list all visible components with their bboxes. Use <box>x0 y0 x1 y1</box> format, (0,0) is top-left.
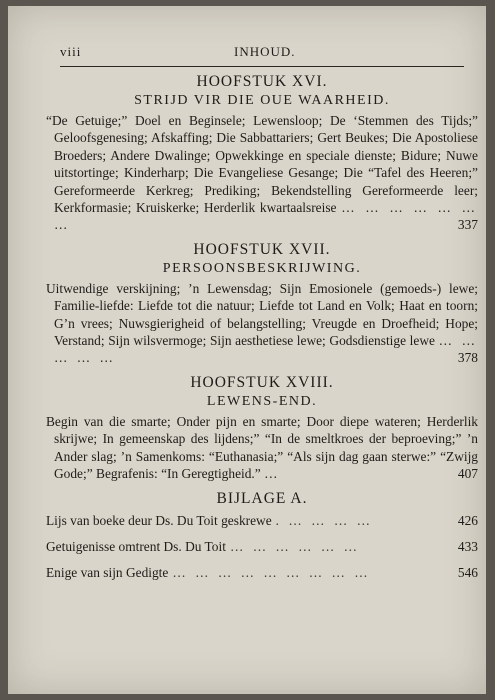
appendix-heading: BIJLAGE A. <box>216 489 308 507</box>
chapter-subtitle: STRIJD VIR DIE OUE WAARHEID. <box>134 93 390 108</box>
table-of-contents <box>46 72 478 586</box>
page-number: 407 <box>457 466 478 482</box>
running-head <box>60 44 464 62</box>
appendix-item <box>46 534 478 560</box>
running-title: INHOUD. <box>234 44 296 59</box>
chapter-xviii <box>46 373 478 483</box>
chapter-heading: HOOFSTUK XVII. <box>193 240 331 258</box>
book-page <box>8 6 486 694</box>
header-rule <box>60 66 464 67</box>
entries-text: Uitwendige verskijning; ’n Lewensdag; Sijn Emosionele (gemoeds-) lewe; Familie-liefde: Liefde tot die natuur; Liefde tot Land en Volk; Haat en toorn; G’n vrees; Nuwsgierigheid of belangstelling; Vreugde en Droefheid; Hope; Verstand; Sijn wilsvermoge; Sijn aesthetiese lewe; Godsdienstige lewe <box>46 280 478 349</box>
page-number: 546 <box>457 564 478 580</box>
entries-text: “De Getuige;” Doel en Beginsele; Lewensloop; De ‘Stemmen des Tijds;” Geloofsgenesing; Afskaffing; Die Sabbattariers; Gert Beukes; Die Apostoliese Broeders; Andere Dwalinge; Opwekkinge en speciale dienste; Bidure; Nuwe uitstortinge; Kinderharp; Die Evangeliese Gesange; Die “Tafel des Heeren;” Gereformeerde Kerkreg; Prediking; Bekendstelling Gereformeerde leer; Kerkformasie; Kruiskerke; Herderlik kwartaalsreise <box>46 113 478 216</box>
chapter-subtitle: LEWENS-END. <box>206 393 318 409</box>
leader-dots: . … … … … <box>275 512 373 528</box>
chapter-entries <box>46 280 478 367</box>
appendix-item-title: Enige van sijn Gedigte <box>46 564 169 580</box>
chapter-xvi <box>46 72 478 234</box>
appendix-item-title: Lijs van boeke deur Ds. Du Toit geskrewe <box>46 512 272 528</box>
chapter-entries <box>46 413 478 483</box>
page-number: 433 <box>457 538 478 554</box>
chapter-subtitle: PERSOONSBESKRIJWING. <box>162 260 362 276</box>
entries-text: Begin van die smarte; Onder pijn en smarte; Door diepe wateren; Herderlik skrijwe; In gemeenskap des lijdens;” “In de smeltkroes der beproeving;” ’n Ander slag; ’n Samenkoms: “Euthanasia;” “Als sijn dag gaan sterwe:” “Zwijg Gode;” Begrafenis: “In Geregtigheid.” <box>46 413 478 482</box>
page-number: 337 <box>457 217 478 233</box>
chapter-heading: HOOFSTUK XVI. <box>196 73 328 90</box>
appendix-item-title: Getuigenisse omtrent Ds. Du Toit <box>46 538 226 554</box>
chapter-entries <box>46 112 478 234</box>
appendix-item <box>46 560 478 586</box>
page-number: 426 <box>457 512 478 528</box>
chapter-xvii <box>46 240 478 367</box>
leader-dots: … … … … … … … … … <box>172 564 371 580</box>
leader-dots: … … … … … … … <box>54 200 479 233</box>
page-folio: viii <box>60 44 82 59</box>
appendix-item <box>46 508 478 534</box>
page-number: 378 <box>457 350 478 366</box>
chapter-heading: HOOFSTUK XVIII. <box>190 373 334 391</box>
leader-dots: … <box>264 466 281 482</box>
leader-dots: … … … … … <box>54 333 478 366</box>
appendix-a <box>46 489 478 586</box>
leader-dots: … … … … … … <box>229 538 361 554</box>
